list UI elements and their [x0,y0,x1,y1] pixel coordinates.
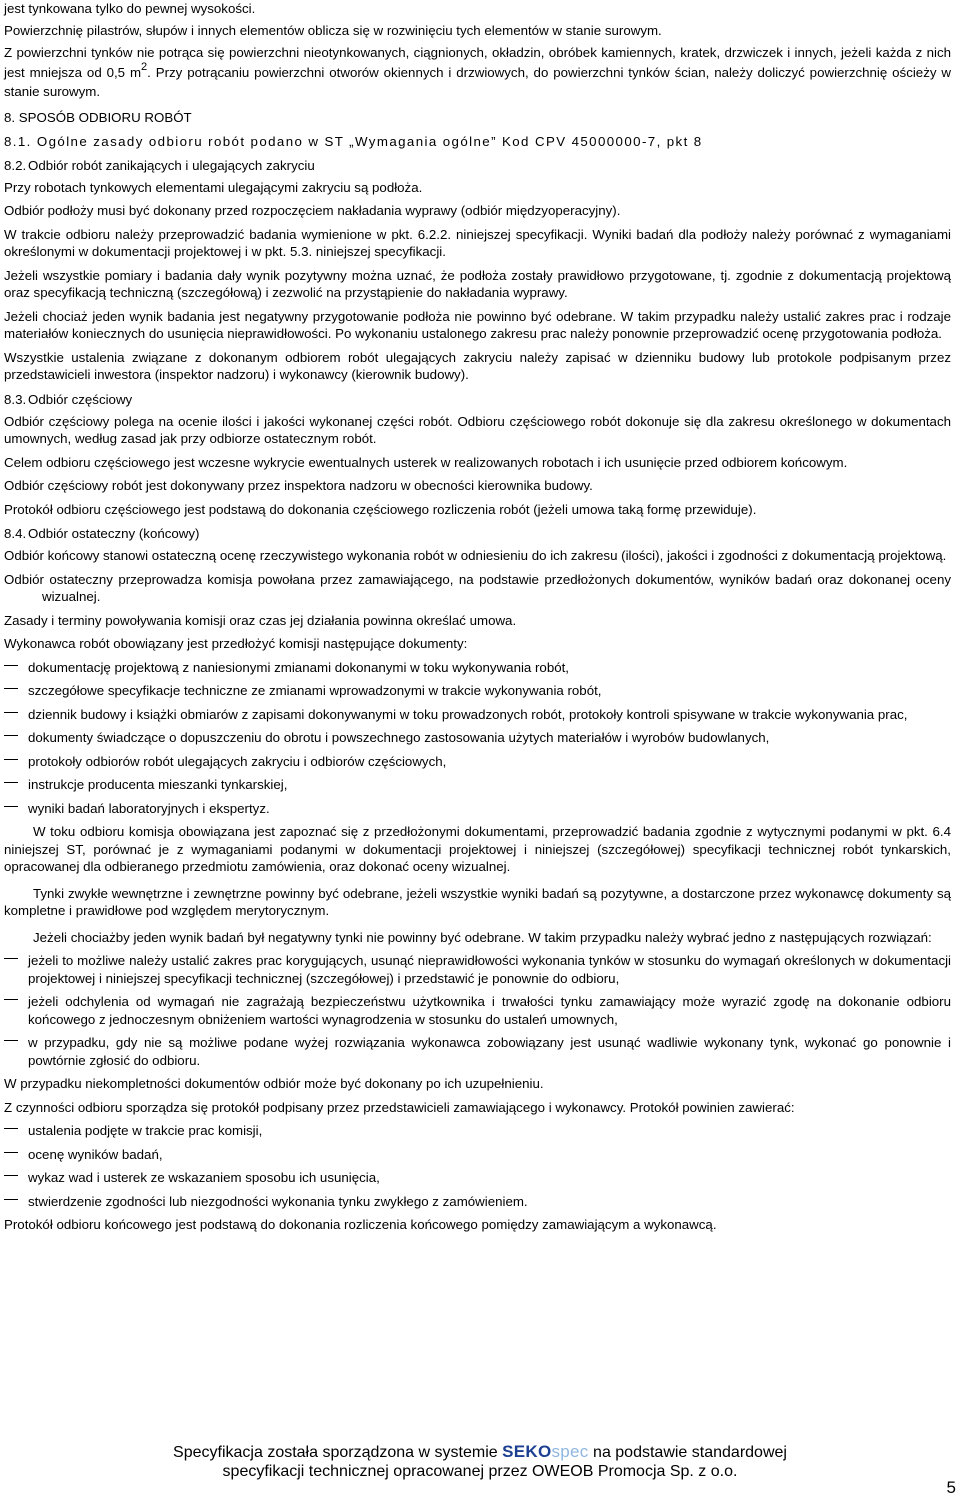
list-item-text: dziennik budowy i książki obmiarów z zapisami dokonywanymi w toku prowadzonych robót, protokoły kontroli spisywane w trakcie wykonywania prac, [28,706,908,722]
page-number: 5 [946,1478,956,1497]
protocol-list [4,1122,951,1210]
paragraph: Powierzchnię pilastrów, słupów i innych elementów oblicza się w rozwinięciu tych elementów w stanie surowym. [4,22,662,38]
list-item [4,800,951,818]
list-item-text: stwierdzenie zgodności lub niezgodności wykonania tynku zwykłego z zamówieniem. [28,1193,528,1209]
list-item [4,1146,951,1164]
paragraph: W przypadku niekompletności dokumentów odbiór może być dokonany po ich uzupełnieniu. [4,1076,544,1091]
paragraph: Odbiór końcowy stanowi ostateczną ocenę rzeczywistego wykonania robót w odniesieniu do ich zakresu (ilości), jakości i zgodności z dokumentacją projektową. [4,548,947,563]
footer-line-1 [0,1442,960,1462]
page-footer [0,1442,960,1481]
list-item [4,682,951,700]
section-number: 8.4. [4,526,27,541]
dash-bullet [4,952,28,987]
paragraph: Odbiór częściowy polega na ocenie ilości i jakości wykonanej części robót. Odbioru częściowego robót dokonuje się dla zakresu określonego w dokumentach umownych, według zasad jak przy odbiorze ostatecznym robót. [4,413,951,446]
sekospec-logo [502,1442,589,1461]
list-item [4,659,951,677]
section-number: 8.2. [4,157,27,173]
paragraph: Wszystkie ustalenia związane z dokonanym odbiorem robót ulegających zakryciu należy zapisać w dzienniku budowy lub protokole podpisanym przez przedstawicieli inwestora (inspektor nadzoru) i wykonawcy (kierownik budowy). [4,349,951,382]
section-heading-8-2 [4,158,951,173]
section-heading-8: 8. SPOSÓB ODBIORU ROBÓT [4,109,192,125]
paragraph: Tynki zwykłe wewnętrzne i zewnętrzne powinny być odebrane, jeżeli wszystkie wyniki badań są pozytywne, a dostarczone przez wykonawcę dokumenty są kompletne i prawidłowe pod względem merytorycznym. [4,885,951,918]
dash-bullet [4,659,28,677]
section-title: Odbiór ostateczny (końcowy) [28,526,200,541]
superscript: 2 [141,60,148,73]
list-item [4,729,951,747]
list-item-text: w przypadku, gdy nie są możliwe podane wyżej rozwiązania wykonawca zobowiązany jest usunąć wadliwie wykonany tynk, wykonać go ponownie i powtórnie zgłosić do odbioru. [28,1035,951,1068]
section-heading-8-1: 8.1. Ogólne zasady odbioru robót podano w ST „Wymagania ogólne” Kod CPV 45000000-7, pkt 8 [4,134,703,149]
dash-bullet [4,993,28,1028]
dash-bullet [4,1169,28,1187]
dash-bullet [4,753,28,771]
paragraph: Odbiór podłoży musi być dokonany przed rozpoczęciem nakładania wyprawy (odbiór międzyoperacyjny). [4,203,621,218]
list-item-text: jeżeli odchylenia od wymagań nie zagrażają bezpieczeństwu użytkownika i trwałości tynku zamawiający może wyrazić zgodę na dokonanie odbioru końcowego z jednoczesnym obniżeniem wartości wynagrodzenia w stosunku do ustaleń umownych, [28,994,951,1027]
dash-bullet [4,706,28,724]
section-title: Odbiór częściowy [28,391,133,407]
section-number: 8.3. [4,391,27,407]
solutions-list [4,952,951,1069]
list-item-text: wyniki badań laboratoryjnych i ekspertyz. [28,800,270,816]
paragraph: Z czynności odbioru sporządza się protokół podpisany przez przedstawicieli zamawiającego i wykonawcy. Protokół powinien zawierać: [4,1099,795,1115]
footer-text: na podstawie standardowej [588,1444,787,1461]
dash-bullet [4,682,28,700]
dash-bullet [4,776,28,794]
paragraph: Jeżeli chociaż jeden wynik badania jest negatywny przygotowanie podłoża nie powinno być odebrane. W takim przypadku należy ustalić zakres prac i rodzaje materiałów koniecznych do usunięcia nieprawidłowości. Po wykonaniu ustalonego zakresu prac należy ponownie przeprowadzić ocenę przygotowania podłoża. [4,308,951,341]
list-item-text: instrukcje producenta mieszanki tynkarskiej, [28,777,288,792]
paragraph: Odbiór ostateczny przeprowadza komisja powołana przez zamawiającego, na podstawie przedłożonych dokumentów, wyników badań oraz dokonanej oceny wizualnej. [4,571,951,604]
list-item [4,952,951,987]
list-item [4,993,951,1028]
dash-bullet [4,1146,28,1164]
list-item-text: ustalenia podjęte w trakcie prac komisji, [28,1123,263,1138]
documents-list [4,659,951,818]
paragraph: Zasady i terminy powoływania komisji oraz czas jej działania powinna określać umowa. [4,612,517,628]
dash-bullet [4,1034,28,1069]
list-item-text: dokumentację projektową z naniesionymi zmianami dokonanymi w toku wykonywania robót, [28,659,570,675]
paragraph: W toku odbioru komisja obowiązana jest zapoznać się z przedłożonymi dokumentami, przeprowadzić badania zgodnie z wytycznymi podanymi w pkt. 6.4 niniejszej ST, porównać je z wymaganiami podanymi w dokumentacji projektowej i niniejszej (szczegółowej) specyfikacji technicznej robót tynkarskich, opracowanej dla odbieranego przedmiotu zamówienia, oraz dokonać oceny wizualnej. [4,824,951,874]
paragraph: Protokół odbioru końcowego jest podstawą do dokonania rozliczenia końcowego pomiędzy zamawiającym a wykonawcą. [4,1217,717,1232]
list-item [4,706,951,724]
list-item [4,1193,951,1211]
paragraph: Jeżeli chociażby jeden wynik badań był negatywny tynki nie powinny być odebrane. W takim przypadku należy wybrać jedno z następujących rozwiązań: [33,929,932,945]
paragraph-text: Z powierzchni tynków nie potrąca się powierzchni nieotynkowanych, ciągnionych, okładzin, obróbek kamiennych, kratek, drzwiczek i innych, jeżeli każda z nich jest mniejsza od 0,5 m [4,45,951,80]
section-heading-8-4 [4,526,951,541]
list-item-text: protokoły odbiorów robót ulegających zakryciu i odbiorów częściowych, [28,753,447,769]
section-heading-8-3 [4,392,951,407]
paragraph: jest tynkowana tylko do pewnej wysokości. [4,1,256,16]
dash-bullet [4,1122,28,1140]
dash-bullet [4,1193,28,1211]
logo-part: SEKO [502,1442,552,1461]
list-item-text: szczegółowe specyfikacje techniczne ze zmianami wprowadzonymi w trakcie wykonywania robót, [28,683,602,698]
list-item [4,1169,951,1187]
paragraph: Protokół odbioru częściowego jest podstawą do dokonania częściowego rozliczenia robót (jeżeli umowa taką formę przewiduje). [4,501,757,517]
dash-bullet [4,729,28,747]
paragraph: Przy robotach tynkowych elementami ulegającymi zakryciu są podłoża. [4,179,423,195]
logo-part: spec [551,1442,589,1461]
list-item-text: dokumenty świadczące o dopuszczeniu do obrotu i powszechnego zastosowania użytych materiałów i wyrobów budowlanych, [28,730,770,745]
paragraph: Jeżeli wszystkie pomiary i badania dały wynik pozytywny można uznać, że podłoża zostały prawidłowo przygotowane, tj. zgodnie z dokumentacją projektową oraz specyfikacją techniczną (szczegółową) i zezwolić na przystąpienie do nakładania wyprawy. [4,267,951,300]
paragraph [4,43,951,102]
list-item [4,753,951,771]
paragraph: Odbiór częściowy robót jest dokonywany przez inspektora nadzoru w obecności kierownika budowy. [4,478,593,493]
paragraph: Celem odbioru częściowego jest wczesne wykrycie ewentualnych usterek w realizowanych robotach i ich usunięcie przed odbiorem końcowym. [4,454,848,470]
list-item [4,1122,951,1140]
paragraph-text: . Przy potrącaniu powierzchni otworów okiennych i drzwiowych, do powierzchni tynków ścian, należy doliczyć powierzchnię ościeży w stanie surowym. [4,64,951,99]
document-page [4,0,951,1234]
dash-bullet [4,800,28,818]
list-item-text: ocenę wyników badań, [28,1146,163,1162]
list-item [4,1034,951,1069]
footer-text: Specyfikacja została sporządzona w systemie [173,1444,503,1461]
section-title: Odbiór robót zanikających i ulegających zakryciu [28,157,315,173]
list-item-text: jeżeli to możliwe należy ustalić zakres prac korygujących, usunąć nieprawidłowości wykonania tynków w stosunku do wymagań określonych w dokumentacji projektowej i niniejszej specyfikacji technicznej (szczegółowej) i przedstawić je ponownie do odbioru, [28,953,951,986]
list-item [4,776,951,794]
footer-line-2: specyfikacji technicznej opracowanej przez OWEOB Promocja Sp. z o.o. [222,1463,738,1480]
paragraph: Wykonawca robót obowiązany jest przedłożyć komisji następujące dokumenty: [4,636,468,651]
paragraph: W trakcie odbioru należy przeprowadzić badania wymienione w pkt. 6.2.2. niniejszej specyfikacji. Wyniki badań dla podłoży należy porównać z wymaganiami określonymi w dokumentacji projektowej i w pkt. 5.3. niniejszej specyfikacji. [4,226,951,259]
list-item-text: wykaz wad i usterek ze wskazaniem sposobu ich usunięcia, [28,1170,380,1185]
